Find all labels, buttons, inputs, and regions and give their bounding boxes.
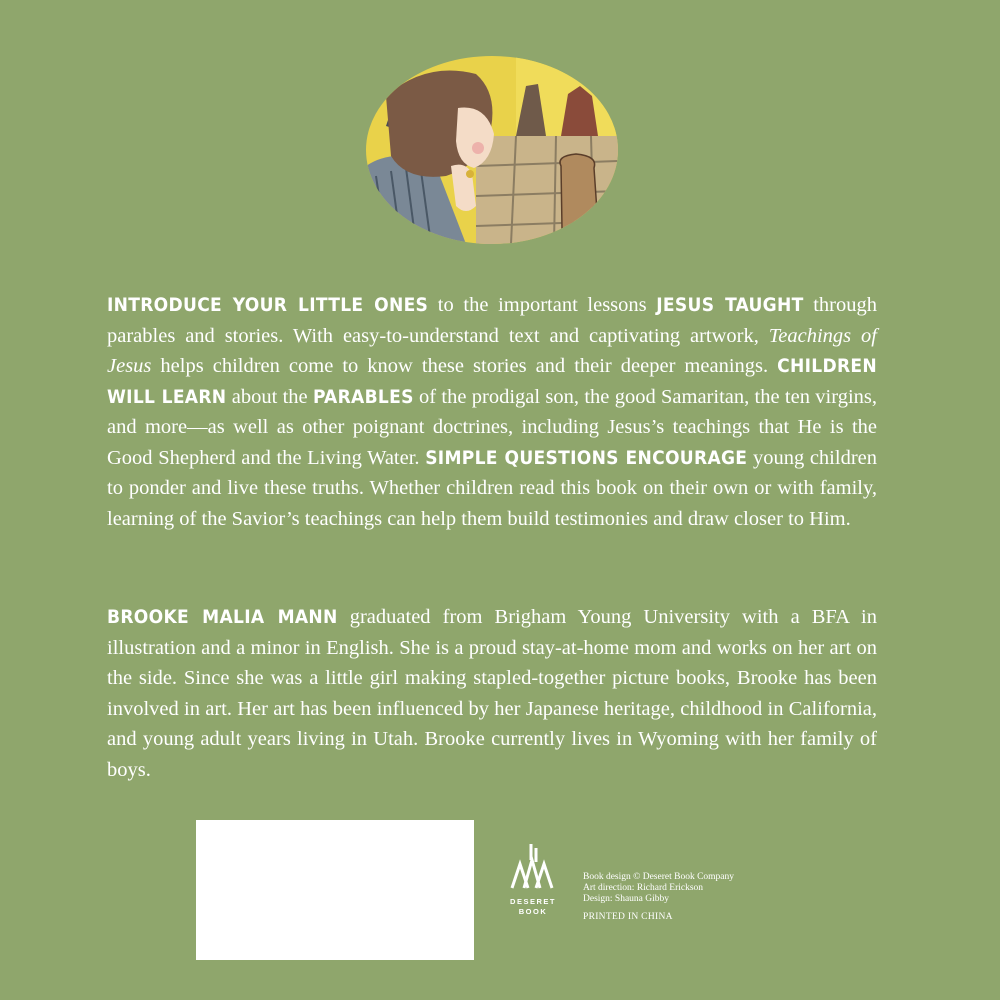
description-text: young children to ponder and live these truths. Whether children read this book on their own or with family, learning of the Savior’s teachings can help them build testimonies and draw closer to Him. [107,446,877,530]
cover-illustration [366,56,618,244]
description-text: to the important lessons [428,294,657,316]
author-bio [107,602,877,785]
highlight-phrase: PARABLES [312,385,414,408]
description-text: helps children come to know these stories and their deeper meanings. [151,355,778,377]
description-text: about the [226,385,313,408]
logo-text-book: BOOK [518,907,548,916]
deseret-book-icon [500,840,566,892]
credit-book-design: Book design © Deseret Book Company [583,872,735,882]
highlight-phrase: INTRODUCE YOUR LITTLE ONES [107,294,429,316]
credit-design: Design: Shauna Gibby [583,894,670,904]
author-name: BROOKE MALIA MANN [107,606,338,628]
book-title-italic: Teachings of Jesus [107,324,878,377]
description-text: through parables and stories. With easy-to-understand text and captivating artwork, [107,294,878,347]
barcode-area [196,820,474,960]
publisher-logo [500,840,566,930]
book-description [107,290,877,534]
printed-in: PRINTED IN CHINA [583,912,673,922]
highlight-phrase: JESUS TAUGHT [656,294,804,316]
credit-art-direction: Art direction: Richard Erickson [583,883,704,893]
highlight-phrase: CHILDREN WILL LEARN [107,355,877,408]
design-credits [583,872,843,923]
description-text: of the prodigal son, the good Samaritan, the ten virgins, and more—as well as other poignant doctrines, including Jesus’s teachings that He is the Good Shepherd and the Living Water. [107,385,877,469]
logo-text-deseret: DESERET [510,897,556,906]
highlight-phrase: SIMPLE QUESTIONS ENCOURAGE [425,446,748,469]
author-bio-text: graduated from Brigham Young University with a BFA in illustration and a minor in English. She is a proud stay-at-home mom and works on her art on the side. Since she was a little girl making stapled-together picture books, Brooke has been involved in art. Her art has been influenced by her Japanese heritage, childhood in California, and young adult years living in Utah. Brooke currently lives in Wyoming with her family of boys. [107,606,877,781]
woman-illustration [366,56,618,244]
